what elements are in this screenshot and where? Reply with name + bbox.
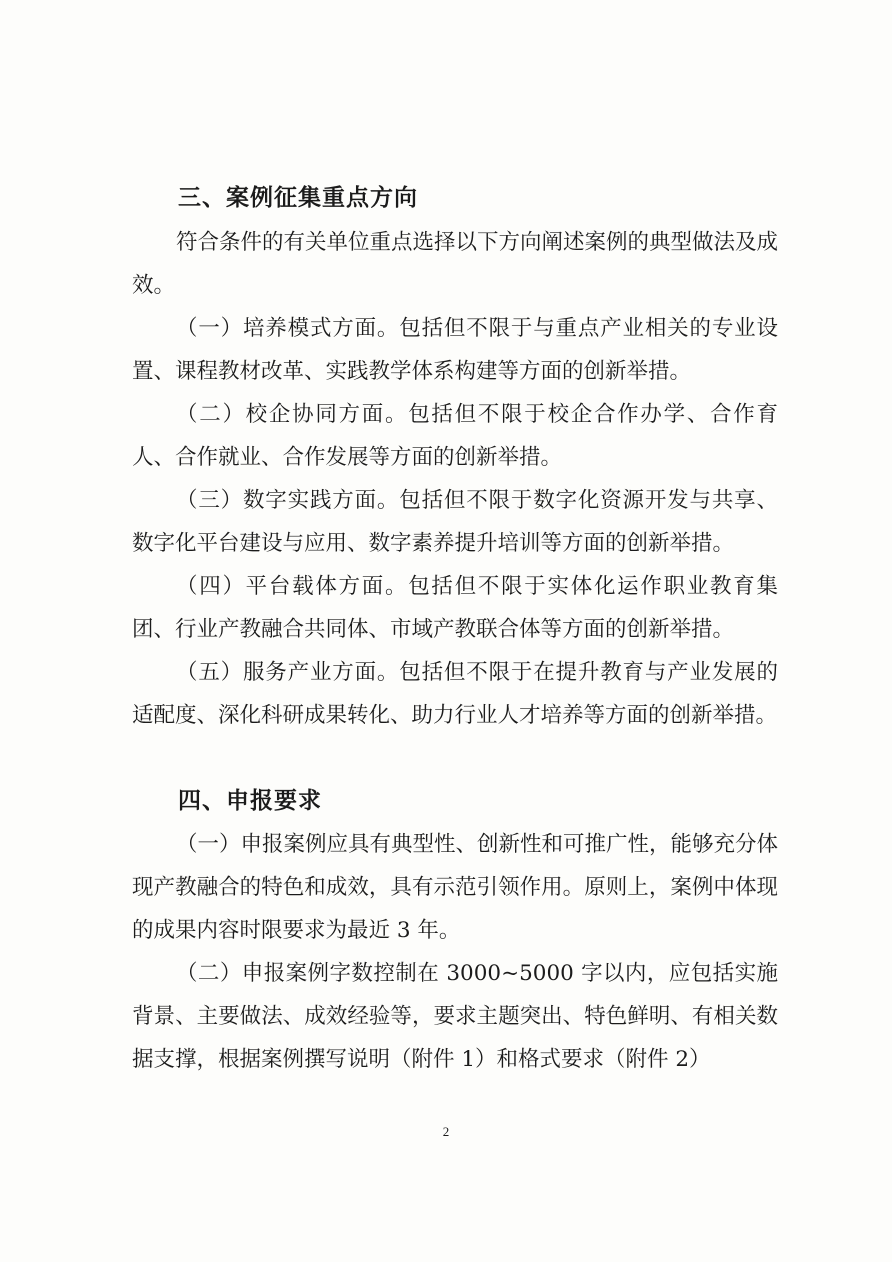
section-3-item-1: [132, 307, 778, 393]
item-2-lead: （二）校企协同方面。: [176, 402, 409, 427]
item-3-lead: （三）数字实践方面。: [176, 488, 400, 513]
section-3-item-4: [132, 565, 778, 651]
section-4-item-2: （二）申报案例字数控制在 3000~5000 字以内，应包括实施背景、主要做法、成效经验等，要求主题突出、特色鲜明、有相关数据支撑，根据案例撰写说明（附件 1）和格式要求（附件 2）: [132, 961, 778, 1072]
section-3-item-2: [132, 393, 778, 479]
item-3-text: 包括但不限于数字化资源开发与共享、数字化平台建设与应用、数字素养提升培训等方面的创新举措。: [132, 488, 778, 556]
section-3-item-3: [132, 479, 778, 565]
item-5-lead: （五）服务产业方面。: [176, 660, 400, 685]
section-3-heading: 三、案例征集重点方向: [178, 185, 418, 211]
section-3-item-5: [132, 651, 778, 737]
page-number: 2: [442, 1124, 450, 1139]
item-5-text: 包括但不限于在提升教育与产业发展的适配度、深化科研成果转化、助力行业人才培养等方面的创新举措。: [132, 660, 778, 728]
section-4-item-1: （一）申报案例应具有典型性、创新性和可推广性，能够充分体现产教融合的特色和成效，具有示范引领作用。原则上，案例中体现的成果内容时限要求为最近 3 年。: [132, 832, 779, 943]
item-2-text: 包括但不限于校企合作办学、合作育人、合作就业、合作发展等方面的创新举措。: [132, 402, 778, 470]
item-1-lead: （一）培养模式方面。: [176, 316, 400, 341]
item-4-lead: （四）平台载体方面。: [176, 574, 409, 599]
item-1-text: 包括但不限于与重点产业相关的专业设置、课程教材改革、实践教学体系构建等方面的创新举措。: [132, 316, 778, 384]
section-4-heading: 四、申报要求: [178, 788, 322, 814]
section-3-intro: 符合条件的有关单位重点选择以下方向阐述案例的典型做法及成效。: [132, 230, 779, 298]
item-4-text: 包括但不限于实体化运作职业教育集团、行业产教融合共同体、市域产教联合体等方面的创新举措。: [132, 574, 778, 642]
